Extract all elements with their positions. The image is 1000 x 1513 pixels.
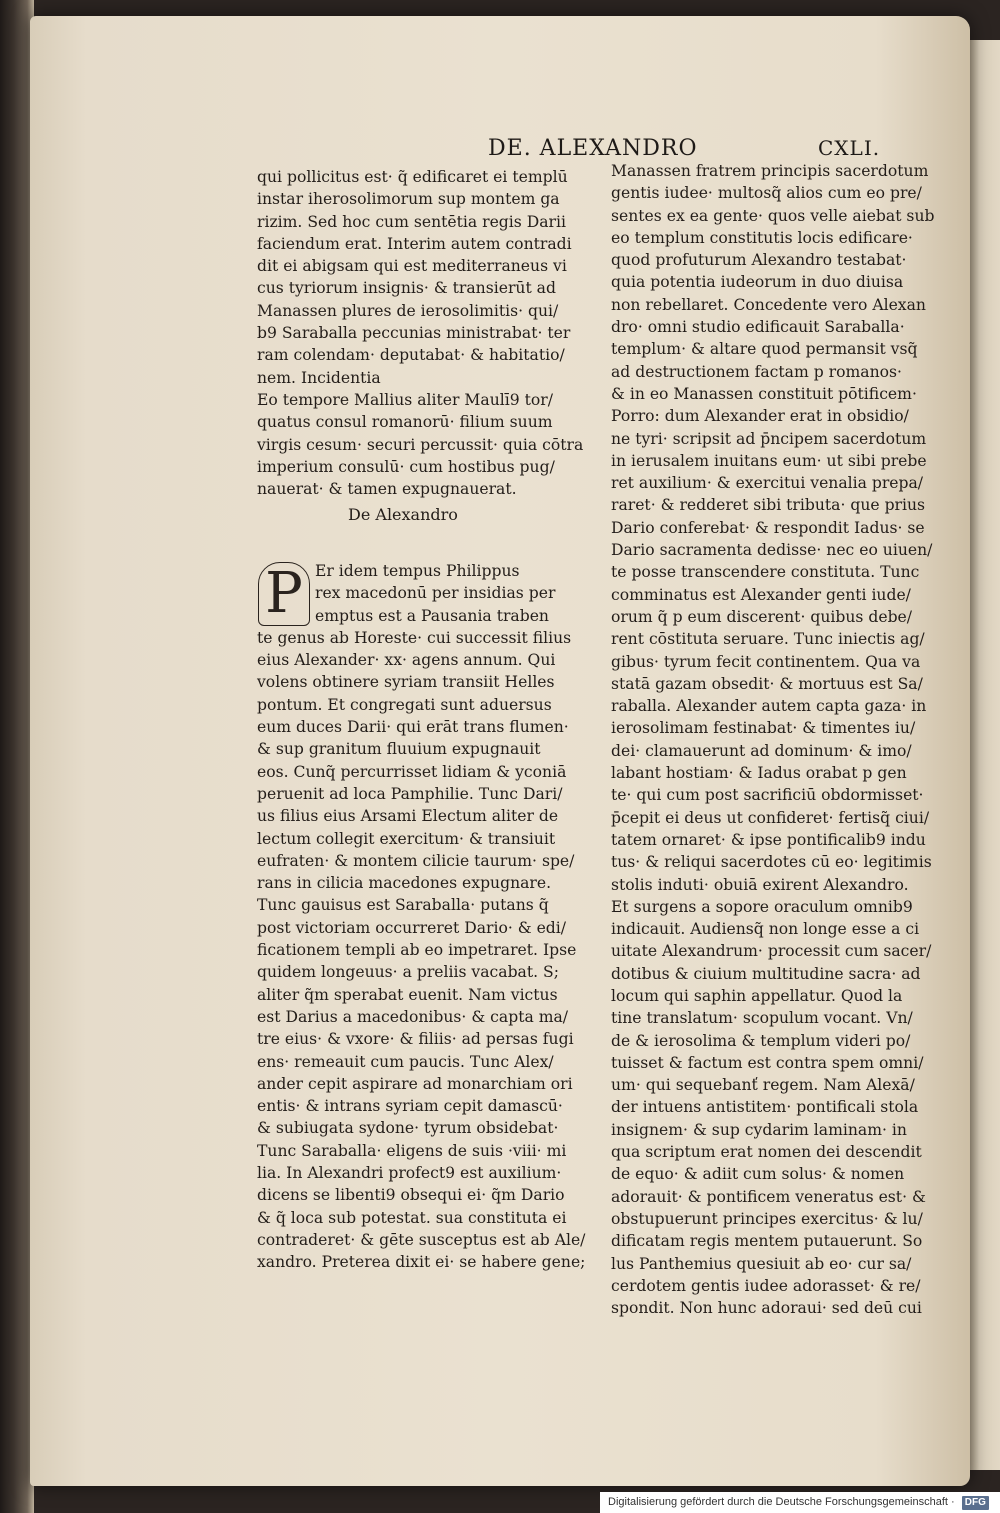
- text-line: rex macedonū per insidias per: [315, 584, 556, 603]
- text-line: contraderet· & gēte susceptus est ab Ale/: [257, 1230, 586, 1249]
- text-line: stolis induti· obuiā exirent Alexandro.: [611, 875, 909, 894]
- text-line: quod profuturum Alexandro testabat·: [611, 251, 907, 270]
- text-line: & in eo Manassen constituit pōtificem·: [611, 384, 917, 403]
- text-line: tus· & reliqui sacerdotes cū eo· legitimis: [611, 853, 932, 872]
- text-line: indicauit. Audiensq̃ non longe esse a ci: [611, 920, 920, 939]
- left-column-top: [257, 166, 583, 500]
- text-line: tuisset & factum est contra spem omni/: [611, 1053, 924, 1072]
- text-line: insignem· & sup cydarim laminam· in: [611, 1120, 907, 1139]
- text-line: ander cepit aspirare ad monarchiam ori: [257, 1074, 573, 1093]
- text-line: eius Alexander· xx· agens annum. Qui: [257, 651, 556, 670]
- text-line: obstupuerunt principes exercitus· & lu/: [611, 1209, 923, 1228]
- text-line: comminatus est Alexander genti iude/: [611, 585, 911, 604]
- text-line: nem. Incidentia: [257, 368, 381, 387]
- text-line: adorauit· & pontificem veneratus est· &: [611, 1187, 926, 1206]
- text-line: Er idem tempus Philippus: [315, 562, 520, 580]
- text-line: Manassen fratrem principis sacerdotum: [611, 162, 929, 180]
- digitization-footer: [600, 1492, 1000, 1513]
- text-line: te genus ab Horeste· cui successit filius: [257, 628, 572, 647]
- text-line: rans in cilicia macedones expugnare.: [257, 874, 552, 893]
- text-line: & q̃ loca sub potestat. sua constituta ei: [257, 1208, 567, 1227]
- text-line: Porro: dum Alexander erat in obsidio/: [611, 407, 909, 426]
- text-line: ierosolimam festinabat· & timentes iu/: [611, 719, 916, 738]
- text-line: statā gazam obsedit· & mortuus est Sa/: [611, 674, 923, 693]
- text-line: ret auxilium· & exercitui venalia prepa/: [611, 474, 924, 493]
- text-line: & sup granitum fluuium expugnauit: [257, 740, 541, 759]
- text-line: Tunc gauisus est Saraballa· putans q̃: [257, 896, 549, 915]
- text-line: Dario sacramenta dedisse· nec eo uiuen/: [611, 541, 933, 560]
- text-line: eum duces Darii· qui erāt trans flumen·: [257, 718, 569, 737]
- text-line: eufraten· & montem cilicie taurum· spe/: [257, 851, 575, 870]
- text-line: imperium consulū· cum hostibus pug/: [257, 457, 555, 476]
- text-line: instar iherosolimorum sup montem ga: [257, 190, 560, 209]
- text-line: Et surgens a sopore oraculum omnib9: [611, 897, 913, 916]
- text-line: dro· omni studio edificauit Saraballa·: [611, 318, 905, 337]
- text-line: locum qui saphin appellatur. Quod la: [611, 986, 903, 1005]
- text-line: & subiugata sydone· tyrum obsidebat·: [257, 1119, 559, 1138]
- text-line: Eo tempore Mallius aliter Maulī9 tor/: [257, 390, 553, 409]
- text-line: virgis cesum· securi percussit· quia cōtra: [257, 435, 584, 454]
- text-line: lia. In Alexandri profect9 est auxilium·: [257, 1164, 562, 1183]
- book-binding-gutter: [0, 0, 34, 1513]
- text-line: raballa. Alexander autem capta gaza· in: [611, 697, 927, 716]
- text-line: b9 Saraballa peccunias ministrabat· ter: [257, 324, 571, 343]
- text-line: uitate Alexandrum· processit cum sacer/: [611, 942, 932, 961]
- text-line: non rebellaret. Concedente vero Alexan: [611, 295, 926, 314]
- text-line: Manassen plures de ierosolimitis· qui/: [257, 301, 559, 320]
- text-line: dicens se libenti9 obsequi ei· q̃m Dario: [257, 1186, 565, 1205]
- text-line: spondit. Non hunc adoraui· sed deū cui: [611, 1299, 922, 1318]
- text-line: nauerat· & tamen expugnauerat.: [257, 480, 517, 499]
- text-line: Tunc Saraballa· eligens de suis ·viii· mi: [257, 1141, 567, 1160]
- text-line: Dario conferebat· & respondit Iadus· se: [611, 518, 925, 537]
- left-column-bottom: [257, 560, 585, 1274]
- text-line: sentes ex ea gente· quos velle aiebat sub: [611, 206, 935, 225]
- dfg-logo: DFG: [962, 1496, 989, 1510]
- text-line: dificatam regis mentem putauerunt. So: [611, 1232, 923, 1251]
- text-line: te· qui cum post sacrificiū obdormisset·: [611, 786, 924, 805]
- text-line: tine translatum· scopulum vocant. Vn/: [611, 1009, 913, 1028]
- text-line: entis· & intrans syriam cepit damascū·: [257, 1097, 563, 1116]
- text-line: der intuens antistitem· pontificali stola: [611, 1098, 919, 1117]
- text-line: aliter q̃m sperabat euenit. Nam victus: [257, 985, 558, 1004]
- text-line: templum· & altare quod permansit vsq̃: [611, 340, 918, 359]
- text-line: ficationem templi ab eo impetraret. Ipse: [257, 941, 577, 960]
- text-line: rent cōstituta seruare. Tunc iniectis ag/: [611, 630, 925, 649]
- text-line: eos. Cunq̃ percurrisset lidiam & yconiā: [257, 762, 567, 781]
- text-line: p̄cepit ei deus ut confideret· fertisq̃ ciui/: [611, 808, 930, 827]
- text-line: um· qui sequebanť regem. Nam Alexā/: [611, 1076, 915, 1095]
- text-line: ens· remeauit cum paucis. Tunc Alex/: [257, 1052, 554, 1071]
- text-line: ad destructionem factam p romanos·: [611, 362, 902, 381]
- folio-number: CXLI.: [818, 136, 881, 160]
- text-line: qua scriptum erat nomen dei descendit: [611, 1143, 922, 1162]
- text-line: te posse transcendere constituta. Tunc: [611, 563, 920, 582]
- text-line: est Darius a macedonibus· & capta ma/: [257, 1007, 569, 1026]
- next-leaf-edge: [965, 40, 1000, 1470]
- text-line: pontum. Et congregati sunt aduersus: [257, 695, 552, 714]
- text-line: cerdotem gentis iudee adorasset· & re/: [611, 1276, 921, 1295]
- text-line: xandro. Preterea dixit ei· se habere gene;: [257, 1253, 586, 1272]
- right-column: [611, 160, 934, 1319]
- section-heading: De Alexandro: [348, 505, 458, 524]
- text-line: gentis iudee· multosq̃ alios cum eo pre/: [611, 184, 922, 203]
- text-line: labant hostiam· & Iadus orabat p gen: [611, 764, 907, 783]
- text-line: quia potentia iudeorum in duo diuisa: [611, 273, 904, 292]
- text-line: de & ierosolima & templum videri po/: [611, 1031, 911, 1050]
- text-line: orum q̃ p eum discerent· quibus debe/: [611, 607, 913, 626]
- text-line: dotibus & ciuium multitudine sacra· ad: [611, 964, 921, 983]
- text-line: ram colendam· deputabat· & habitatio/: [257, 346, 565, 365]
- text-line: cus tyriorum insignis· & transierūt ad: [257, 279, 556, 298]
- text-line: quatus consul romanorū· filium suum: [257, 413, 553, 432]
- text-line: gibus· tyrum fecit continentem. Qua va: [611, 652, 921, 671]
- text-line: post victoriam occurreret Dario· & edi/: [257, 918, 567, 937]
- text-line: rizim. Sed hoc cum sentētia regis Darii: [257, 212, 566, 231]
- text-line: faciendum erat. Interim autem contradi: [257, 234, 572, 253]
- text-line: us filius eius Arsami Electum aliter de: [257, 807, 559, 826]
- text-line: quidem longeuus· a preliis vacabat. S;: [257, 963, 559, 982]
- text-line: volens obtinere syriam transiit Helles: [257, 673, 555, 692]
- text-line: tre eius· & vxore· & filiis· ad persas fugi: [257, 1030, 574, 1049]
- text-line: lus Panthemius quesiuit ab eo· cur sa/: [611, 1254, 912, 1273]
- decorated-initial: P: [258, 562, 310, 626]
- text-line: ne tyri· scripsit ad p̄ncipem sacerdotum: [611, 429, 927, 448]
- text-line: eo templum constitutis locis edificare·: [611, 228, 913, 247]
- text-line: qui pollicitus est· q̃ edificaret ei templū: [257, 168, 568, 186]
- text-line: dit ei abigsam qui est mediterraneus vi: [257, 257, 567, 276]
- footer-credit-text: Digitalisierung gefördert durch die Deutsche Forschungsgemeinschaft ·: [608, 1496, 955, 1508]
- text-line: emptus est a Pausania traben: [315, 606, 549, 625]
- text-line: raret· & redderet sibi tributa· que prius: [611, 496, 926, 515]
- text-line: lectum collegit exercitum· & transiuit: [257, 829, 556, 848]
- text-line: dei· clamauerunt ad dominum· & imo/: [611, 741, 912, 760]
- running-head: DE. ALEXANDRO: [488, 136, 698, 161]
- text-line: tatem ornaret· & ipse pontificalib9 indu: [611, 830, 926, 849]
- text-line: de equo· & adiit cum solus· & nomen: [611, 1165, 905, 1184]
- text-line: in ierusalem inuitans eum· ut sibi prebe: [611, 451, 927, 470]
- text-line: peruenit ad loca Pamphilie. Tunc Dari/: [257, 784, 563, 803]
